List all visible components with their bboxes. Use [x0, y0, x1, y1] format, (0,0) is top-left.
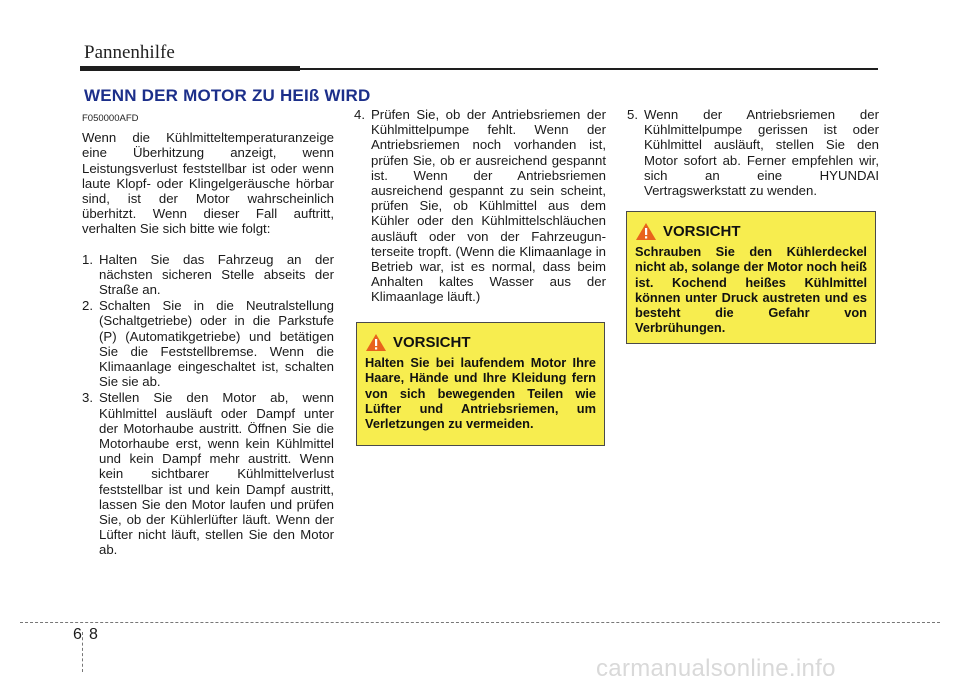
header-rule-thick — [80, 66, 300, 71]
column-2 — [354, 107, 606, 306]
step-number: 1. — [82, 251, 93, 267]
intro-paragraph: Wenn die Kühlmitteltemperaturanzeige eine Überhitzung anzeigt, wenn Leistungsverlust feststellbar ist oder wenn laute Klopf- oder Klingelgeräusche hörbar sind, ist der Motor wahrscheinlich überhitzt. Wenn dieser Fall auftritt, verhalten Sie sich bitte wie folgt: — [82, 130, 334, 237]
warning-header — [365, 333, 596, 352]
warning-triangle-icon — [635, 222, 657, 241]
document-code: F050000AFD — [82, 113, 139, 124]
step-text: Schalten Sie in die Neutralstellung (Schaltgetriebe) oder in die Parkstufe (P) (Automatikgetriebe) und betätigen Sie die Feststellbremse. Wenn die Klimaanlage eingeschaltet ist, schalten Sie sie ab. — [99, 298, 334, 390]
warning-box — [626, 211, 876, 344]
section-title: WENN DER MOTOR ZU HEIß WIRD — [84, 86, 371, 105]
step-text: Halten Sie das Fahrzeug an der nächsten sicheren Stelle abseits der Straße an. — [99, 251, 334, 298]
step-text: Stellen Sie den Motor ab, wenn Kühlmittel ausläuft oder Dampf unter der Motorhaube austritt. Öffnen Sie die Motorhaube erst, wenn kein Kühlmittel und kein Dampf mehr austritt. Wenn kein sichtbarer Kühlmittelverlust feststellbar ist und kein Dampf austritt, lassen Sie den Motor laufen und prüfen Sie, ob der Kühlerlüfter läuft. Wenn der Lüfter nicht läuft, stellen Sie den Motor ab. — [99, 390, 334, 558]
page-index: 8 — [89, 626, 98, 643]
warning-triangle-icon — [365, 333, 387, 352]
step-number: 3. — [82, 390, 93, 406]
section-number: 6 — [73, 626, 82, 643]
step-text: Wenn der Antriebsriemen der Kühlmittelpumpe gerissen ist oder Kühlmittel ausläuft, stellen Sie den Motor sofort ab. Ferner empfehlen wir, sich an eine HYUNDAI Vertragswerkstatt zu wenden. — [644, 107, 879, 199]
step-text: Prüfen Sie, ob der Antriebsriemen der Kühlmittelpumpe fehlt. Wenn der Antriebsriemen noch vorhanden ist, prüfen Sie, ob er ausreichend gespannt ist. Wenn der Antriebsriemen ausreichend gespannt zu sein scheint, prüfen Sie, ob Kühlmittel aus dem Kühler oder den Kühlmittelschläuchen ausläuft oder von der Fahrzeugun-terseite tropft. (Wenn die Klimaanlage in Betrieb war, ist es normal, dass beim Anhalten kaltes Wasser aus der Klimaanlage läuft.) — [371, 107, 606, 305]
header-rule-thin — [300, 68, 878, 70]
step-item — [354, 107, 606, 305]
step-item — [82, 298, 334, 389]
footer-rule — [20, 622, 940, 623]
step-number: 4. — [354, 107, 365, 122]
watermark: carmanualsonline.info — [596, 655, 836, 682]
column-1 — [82, 107, 334, 559]
footer-divider — [82, 632, 83, 672]
warning-title: VORSICHT — [393, 334, 471, 351]
warning-title: VORSICHT — [663, 223, 741, 240]
step-number: 2. — [82, 298, 93, 314]
column-3 — [627, 107, 879, 199]
warning-text: Schrauben Sie den Kühlerdeckel nicht ab, solange der Motor noch heiß ist. Kochend heißes Kühlmittel können unter Druck austreten und es besteht die Gefahr von Verbrühungen. — [635, 244, 867, 336]
warning-header — [635, 222, 867, 241]
step-item — [82, 252, 334, 298]
step-number: 5. — [627, 107, 638, 122]
step-item — [82, 390, 334, 557]
warning-box — [356, 322, 605, 446]
chapter-title: Pannenhilfe — [84, 42, 175, 63]
warning-text: Halten Sie bei laufendem Motor Ihre Haare, Hände und Ihre Kleidung fern von sich bewegenden Teilen wie Lüfter und Antriebsriemen, um Verletzungen zu vermeiden. — [365, 355, 596, 432]
step-item — [627, 107, 879, 198]
